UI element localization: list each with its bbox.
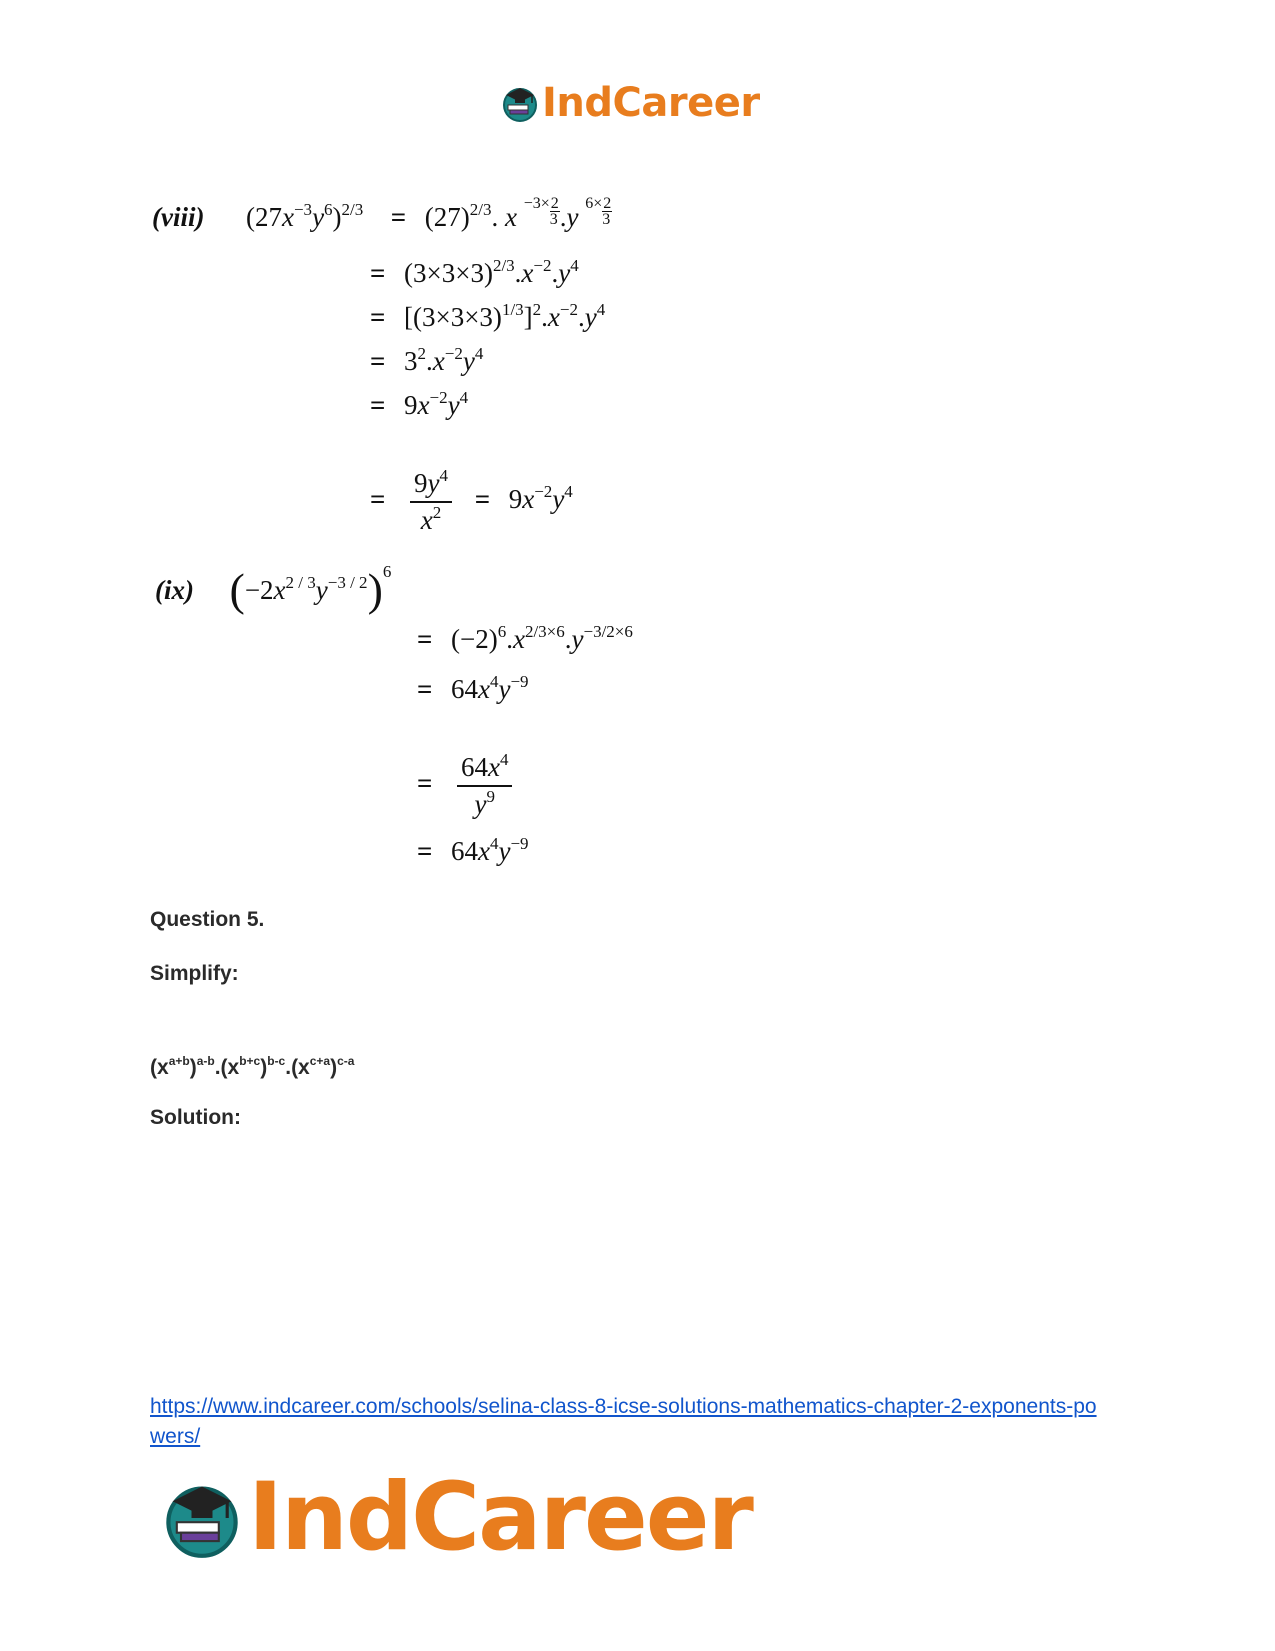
math-viii-line-5: = $9x^{-2}y^4$ xyxy=(370,388,469,420)
part-label: (ix) xyxy=(155,575,194,605)
math-ix-line-1: (ix) $(-2x^{2 / 3}y^{-3 / 2})^6$ xyxy=(155,562,392,615)
question-instruction: Simplify: xyxy=(150,962,239,985)
question-expression: $(x^{a+b})^{a-b}.(x^{b+c})^{b-c}.(x^{c+a})^{c-a}$ xyxy=(150,1054,355,1079)
math-ix-line-2: = $(-2)^6.x^{2/3\times 6}.y^{-3/2\times 6}$ xyxy=(417,622,633,654)
source-link[interactable]: https://www.indcareer.com/schools/selina-class-8-icse-solutions-mathematics-chapter-2-exponents-powers/ xyxy=(150,1395,1097,1448)
math-ix-line-4: = $\frac{64x^4}{y^9}$ xyxy=(417,752,518,820)
math-ix-line-3: = $64x^4y^{-9}$ xyxy=(417,672,529,704)
brand-name: IndCareer xyxy=(542,80,760,126)
question-title: Question 5. xyxy=(150,908,265,931)
math-viii-line-2: = $(3\times 3\times 3)^{2/3}.x^{-2}.y^4$ xyxy=(370,256,579,288)
math-viii-line-6: = $\frac{9y^4}{x^2}$ = $9x^{-2}y^4$ xyxy=(370,466,573,535)
math-viii-line-3: = $[(3\times 3\times 3)^{1/3}]^2.x^{-2}.y^4$ xyxy=(370,300,606,332)
math-viii-line-4: = $3^2.x^{-2}y^4$ xyxy=(370,344,484,376)
brand-name: IndCareer xyxy=(248,1463,752,1572)
math-viii-line-1: (viii) $(27x^{-3}y^6)^{2/3} = (27)^{2/3}$. x −3× $\frac{2}{3}$ .y 6× $\frac{2}{3}$ xyxy=(152,195,612,232)
math-ix-line-5: = $64x^4y^{-9}$ xyxy=(417,834,529,866)
solution-label: Solution: xyxy=(150,1106,241,1129)
part-label: (viii) xyxy=(152,202,205,232)
brand-logo-top xyxy=(500,80,760,126)
graduation-cap-books-globe-icon xyxy=(500,83,540,123)
graduation-cap-books-globe-icon xyxy=(160,1476,244,1560)
brand-logo-bottom xyxy=(160,1463,752,1572)
math-expression: $(27x^{-3}y^6)^{2/3}$ xyxy=(245,200,364,232)
